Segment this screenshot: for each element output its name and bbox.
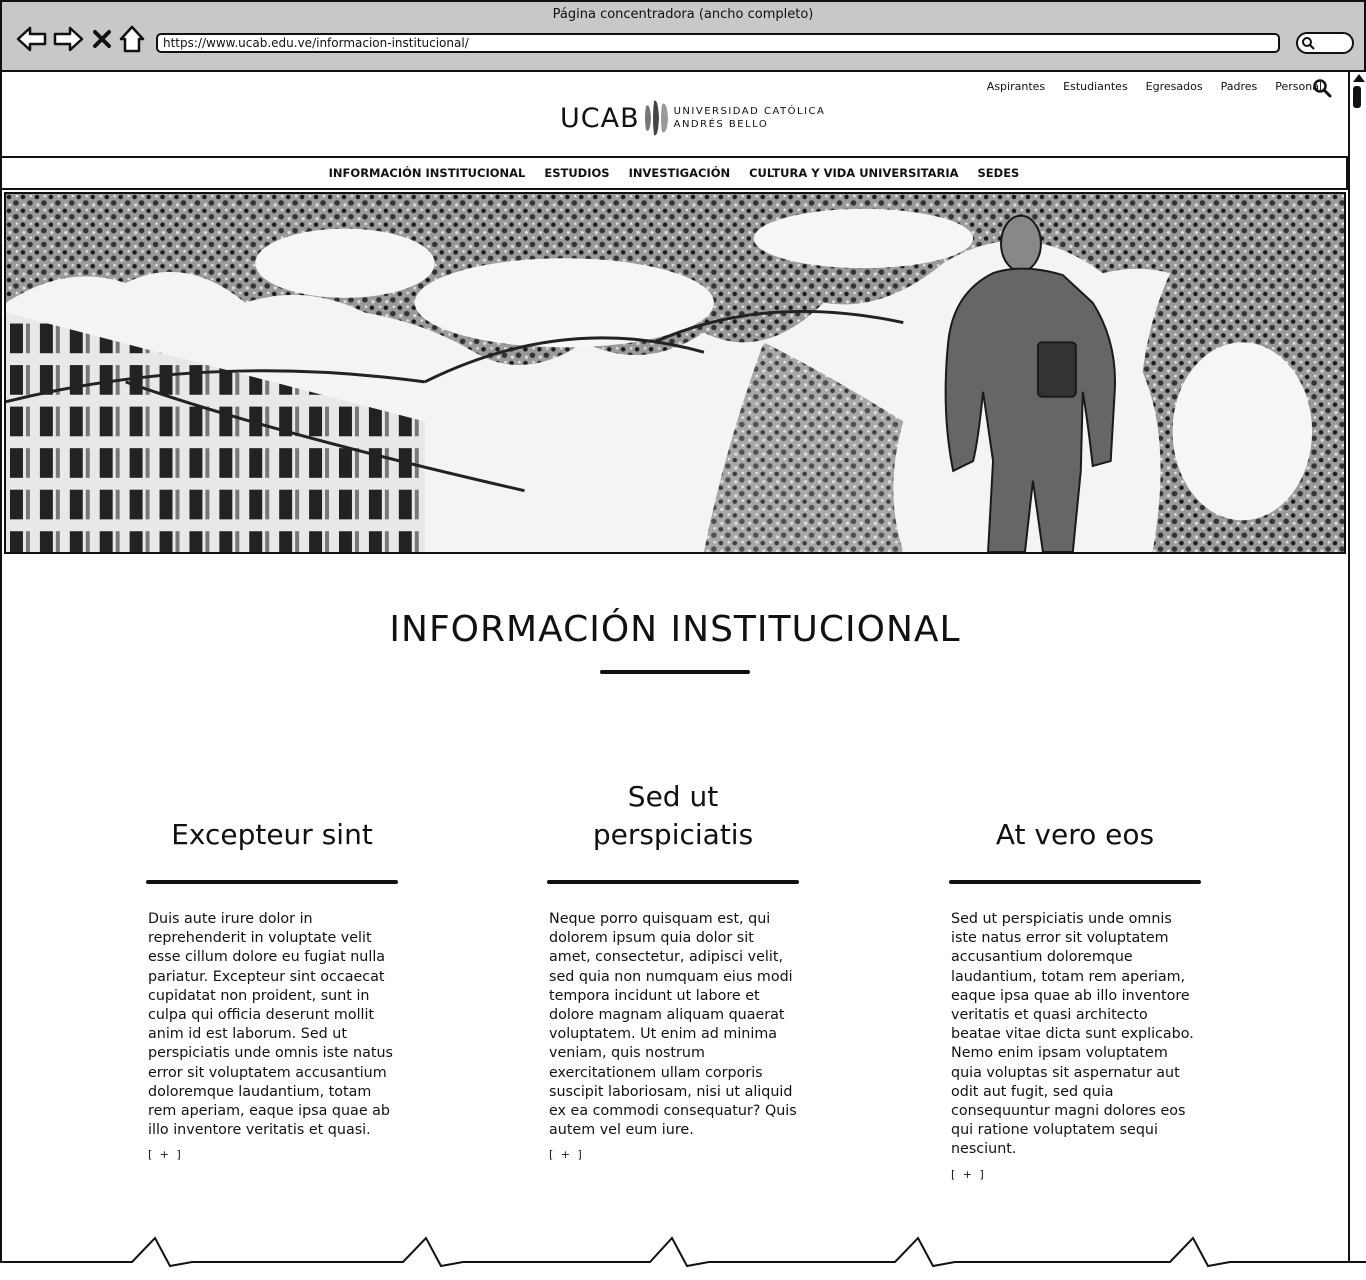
home-icon[interactable] [118,24,146,54]
read-more-link[interactable]: [ + ] [549,1148,584,1162]
window-title: Página concentradora (ancho completo) [552,7,814,22]
nav-item-informacion-institucional[interactable]: INFORMACIÓN INSTITUCIONAL [328,166,526,180]
read-more-link[interactable]: [ + ] [148,1148,183,1162]
column-divider [146,880,398,884]
logo-subtitle [674,105,826,131]
logo-line-2: ANDRÉS BELLO [673,119,769,130]
logo-emblem-icon [643,98,671,138]
search-icon[interactable] [1312,78,1332,98]
main-nav [2,156,1348,190]
column-heading: At vero eos [995,818,1155,851]
search-icon [1301,36,1315,50]
stop-icon[interactable] [90,24,114,54]
read-more-link[interactable]: [ + ] [951,1167,986,1181]
torn-edge-decoration [0,1196,1366,1280]
column-divider [547,880,799,884]
column-body: Duis aute irure dolor in reprehenderit in voluptate velit esse cillum dolore eu fugiat nulla pariatur. Excepteur sint occaecat cupidatat non proident, sunt in culpa qui officia deserunt mollit anim id est laborum. Sed ut perspiciatis unde omnis iste natus error sit voluptatem accusantium doloremque laudantium, totam rem aperiam, eaque ipsa quae ab illo inventore veritatis et quasi. [148,911,393,1139]
browser-search-field[interactable] [1296,32,1354,54]
util-link-egresados[interactable]: Egresados [1145,80,1203,93]
back-icon[interactable] [16,24,48,54]
logo-line-1: UNIVERSIDAD CATÓLICA [673,106,826,117]
ucab-logo[interactable] [560,98,825,138]
info-column-3 [949,752,1201,1181]
vertical-scrollbar[interactable] [1348,72,1366,1280]
column-heading: Excepteur sint [171,818,373,851]
util-link-estudiantes[interactable]: Estudiantes [1063,80,1128,93]
url-bar[interactable]: https://www.ucab.edu.ve/informacion-institucional/ [156,33,1280,53]
scroll-thumb[interactable] [1353,86,1361,108]
util-link-personal[interactable]: Personal [1275,80,1322,93]
logo-wordmark: UCAB [560,102,640,134]
hero-image [4,192,1346,554]
column-heading: Sed ut perspiciatis [592,780,754,851]
column-body: Neque porro quisquam est, qui dolorem ipsum quia dolor sit amet, consectetur, adipisci velit, sed quia non numquam eius modi tempora incidunt ut labore et dolore magnam aliquam quaerat voluptatem. Ut enim ad minima veniam, quis nostrum exercitationem ullam corporis suscipit laboriosam, nisi ut aliquid ex ea commodi consequatur? Quis autem vel eum iure. [549,911,797,1139]
page-title: INFORMACIÓN INSTITUCIONAL [389,609,961,650]
nav-item-cultura-y-vida-universitaria[interactable]: CULTURA Y VIDA UNIVERSITARIA [749,166,959,180]
utility-nav [987,80,1322,93]
util-link-aspirantes[interactable]: Aspirantes [986,80,1046,93]
page-viewport [0,72,1366,1280]
column-body: Sed ut perspiciatis unde omnis iste natus error sit voluptatem accusantium doloremque laudantium, totam rem aperiam, eaque ipsa quae ab illo inventore veritatis et quasi architecto beatae vitae dicta sunt explicabo. Nemo enim ipsam voluptatem quia voluptas sit aspernatur aut odit aut fugit, sed quia consequuntur magni dolores eos qui ratione voluptatem sequi nesciunt. [951,911,1194,1158]
column-divider [949,880,1201,884]
nav-item-investigacion[interactable]: INVESTIGACIÓN [628,166,731,180]
info-column-2 [547,752,799,1161]
scroll-up-arrow-icon[interactable] [1353,74,1365,82]
forward-icon[interactable] [52,24,84,54]
title-divider [600,670,750,674]
nav-item-estudios[interactable]: ESTUDIOS [544,166,610,180]
util-link-padres[interactable]: Padres [1220,80,1258,93]
nav-item-sedes[interactable]: SEDES [977,166,1020,180]
browser-chrome [0,0,1366,72]
info-column-1 [146,752,398,1161]
